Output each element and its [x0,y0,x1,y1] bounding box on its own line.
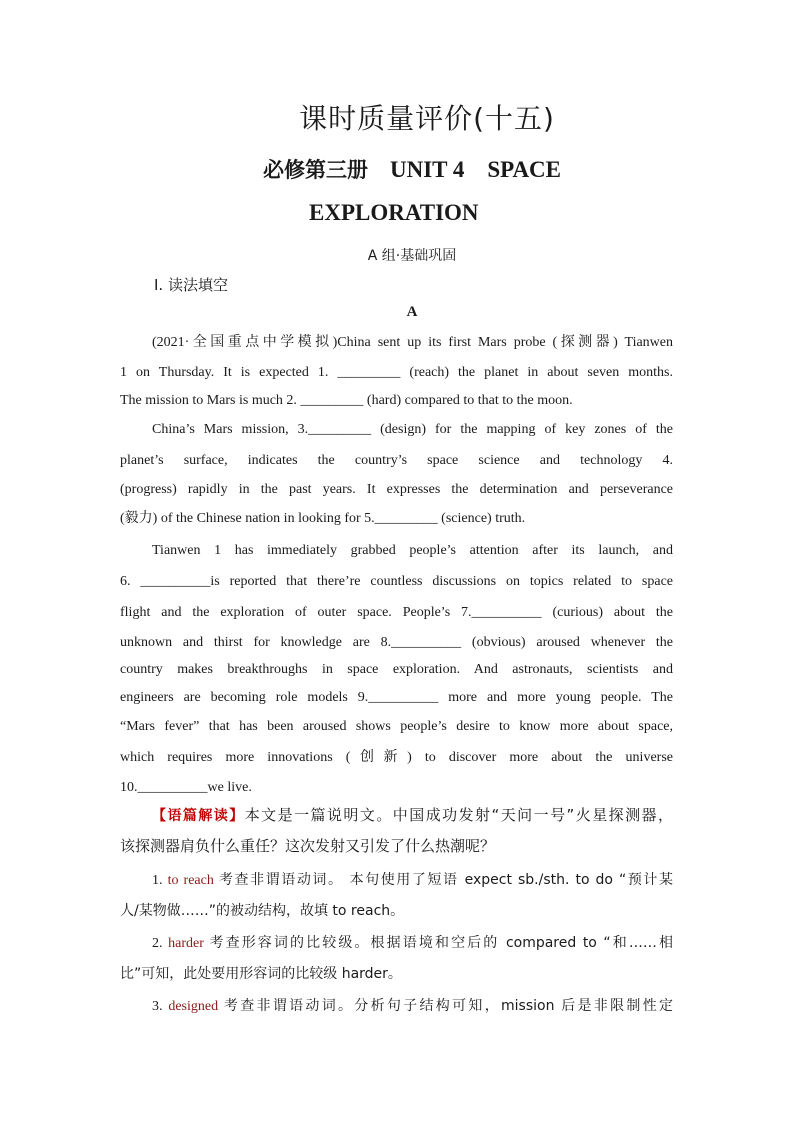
passage-line: 10.__________we live. [120,780,252,795]
section-label: Ⅰ. 读法填空 [154,276,228,294]
passage-line: China’s Mars mission, 3._________ (design) for the mapping of key zones of the [152,422,673,437]
passage-line: country makes breakthroughs in space exploration. And astronauts, scientists and [120,662,673,677]
answer-explanation: 比”可知，此处要用形容词的比较级 harder。 [120,966,402,982]
answer-number: 3. [152,999,163,1014]
passage-line: flight and the exploration of outer space. People’s 7.__________ (curious) about the [120,605,673,620]
answer-1-line-2 [120,902,673,921]
answer-number: 2. [152,936,163,951]
answer-value: designed [168,999,219,1014]
analysis-text-2: 该探测器肩负什么重任？这次发射又引发了什么热潮呢？ [120,837,496,855]
passage-line: unknown and thirst for knowledge are 8.__________ (obvious) aroused whenever the [120,635,673,650]
passage-line: (2021·全国重点中学模拟)China sent up its first Mars probe (探测器) Tianwen [152,335,673,350]
answer-explanation: 考查非谓语动词。分析句子结构可知，mission 后是非限制性定 [223,998,674,1014]
passage-line: The mission to Mars is much 2. _________ (hard) compared to that to the moon. [120,393,573,408]
group-label: A 组·基础巩固 [367,248,457,264]
subtitle-line-2: EXPLORATION [309,200,479,225]
passage-line: 6. __________is reported that there’re countless discussions on topics related to space [120,574,673,589]
passage-line: which requires more innovations (创新) to discover more about the universe [120,750,673,765]
answer-explanation: 人/某物做……”的被动结构，故填 to reach。 [120,903,405,919]
subtitle-book: 必修第三册 [262,158,368,182]
passage-line: 1 on Thursday. It is expected 1. _________ (reach) the planet in about seven months. [120,365,673,380]
subtitle-unit: UNIT 4 SPACE [389,157,562,182]
passage-line: Tianwen 1 has immediately grabbed people’s attention after its launch, and [152,543,673,558]
answer-value: to reach [167,873,214,888]
analysis-text-1: 本文是一篇说明文。中国成功发射“天问一号”火星探测器， [244,806,674,824]
passage-line: (毅力) of the Chinese nation in looking for 5._________ (science) truth. [120,511,526,526]
passage-line: “Mars fever” that has been aroused shows people’s desire to know more about space, [120,719,673,734]
analysis-line-1 [152,806,673,826]
answer-explanation: 考查形容词的比较级。根据语境和空后的 compared to “和……相 [209,935,673,951]
answer-2-line-1 [152,934,673,953]
answer-1-line-1 [152,871,673,890]
passage-line: (progress) rapidly in the past years. It expresses the determination and perseverance [120,482,673,497]
passage-line: engineers are becoming role models 9.__________ more and more young people. The [120,690,673,705]
passage-line: planet’s surface, indicates the country’s space science and technology 4. [120,453,673,468]
analysis-tag: 【语篇解读】 [152,808,245,824]
analysis-line-2 [120,837,673,857]
answer-explanation: 考查非谓语动词。 本句使用了短语 expect sb./sth. to do “预计某 [218,872,673,888]
answer-value: harder [168,936,204,951]
answer-number: 1. [152,873,163,888]
passage-label: A [406,304,418,320]
answer-2-line-2 [120,965,673,984]
subtitle-line-1 [0,154,794,184]
answer-3-line-1 [152,997,673,1016]
page-title: 课时质量评价(十五) [299,102,555,135]
